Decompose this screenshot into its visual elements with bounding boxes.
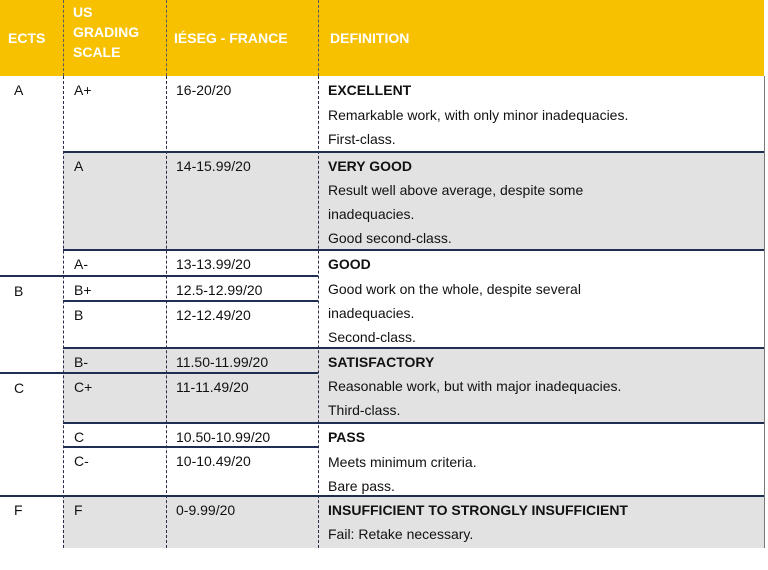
us-grade: B- bbox=[74, 354, 88, 370]
us-grade: B+ bbox=[74, 282, 92, 298]
us-grade: A+ bbox=[74, 82, 92, 98]
ects-grade: C bbox=[14, 380, 25, 396]
ieseg-range: 13-13.99/20 bbox=[176, 256, 251, 272]
column-divider bbox=[63, 76, 64, 548]
us-grade: A- bbox=[74, 256, 88, 272]
ieseg-range: 12-12.49/20 bbox=[176, 307, 251, 323]
row-rule bbox=[63, 422, 764, 424]
us-grade: A bbox=[74, 158, 84, 174]
header-ieseg: IÉSEG - FRANCE bbox=[174, 30, 288, 46]
header-us-line-3: SCALE bbox=[73, 44, 121, 60]
definition-text: inadequacies. bbox=[328, 305, 415, 321]
definition-text: Good work on the whole, despite several bbox=[328, 281, 581, 297]
us-grade: C- bbox=[74, 453, 89, 469]
definition-title: INSUFFICIENT TO STRONGLY INSUFFICIENT bbox=[328, 502, 628, 518]
definition-title: SATISFACTORY bbox=[328, 354, 435, 370]
header-us-line-1: US bbox=[73, 4, 93, 20]
definition-text: Result well above average, despite some bbox=[328, 182, 584, 198]
row-rule bbox=[0, 275, 318, 277]
definition-text: Reasonable work, but with major inadequacies. bbox=[328, 378, 622, 394]
header-definition: DEFINITION bbox=[330, 30, 410, 46]
header-separator bbox=[166, 0, 167, 76]
header-separator bbox=[63, 0, 64, 76]
definition-text: First-class. bbox=[328, 131, 396, 147]
ieseg-range: 10-10.49/20 bbox=[176, 453, 251, 469]
ieseg-range: 10.50-10.99/20 bbox=[176, 429, 271, 445]
definition-text: Third-class. bbox=[328, 402, 401, 418]
definition-text: Remarkable work, with only minor inadequacies. bbox=[328, 107, 629, 123]
column-divider bbox=[318, 76, 319, 548]
ects-grade: A bbox=[14, 82, 24, 98]
us-grade: C+ bbox=[74, 379, 93, 395]
definition-text: Meets minimum criteria. bbox=[328, 454, 477, 470]
header-us-line-2: GRADING bbox=[73, 24, 140, 40]
us-grade: B bbox=[74, 307, 84, 323]
ieseg-range: 12.5-12.99/20 bbox=[176, 282, 263, 298]
row-rule bbox=[0, 372, 318, 374]
ieseg-range: 11.50-11.99/20 bbox=[176, 354, 269, 370]
ieseg-range: 0-9.99/20 bbox=[176, 502, 236, 518]
ieseg-range: 11-11.49/20 bbox=[176, 379, 249, 395]
ects-grade: F bbox=[14, 502, 23, 518]
row-rule bbox=[63, 151, 764, 153]
definition-title: PASS bbox=[328, 429, 366, 445]
definition-title: EXCELLENT bbox=[328, 82, 412, 98]
header-separator bbox=[318, 0, 319, 76]
definition-text: Second-class. bbox=[328, 329, 416, 345]
definition-text: Bare pass. bbox=[328, 478, 395, 494]
table-right-border bbox=[764, 76, 765, 548]
us-grade: C bbox=[74, 429, 85, 445]
table-header bbox=[0, 0, 764, 76]
ieseg-range: 14-15.99/20 bbox=[176, 158, 251, 174]
column-divider bbox=[166, 76, 167, 548]
definition-text: Good second-class. bbox=[328, 230, 452, 246]
definition-title: GOOD bbox=[328, 256, 371, 272]
definition-text: inadequacies. bbox=[328, 206, 415, 222]
us-grade: F bbox=[74, 502, 83, 518]
ieseg-range: 16-20/20 bbox=[176, 82, 232, 98]
definition-text: Fail: Retake necessary. bbox=[328, 526, 474, 542]
ects-grade: B bbox=[14, 283, 24, 299]
definition-title: VERY GOOD bbox=[328, 158, 413, 174]
header-ects: ECTS bbox=[8, 30, 46, 46]
